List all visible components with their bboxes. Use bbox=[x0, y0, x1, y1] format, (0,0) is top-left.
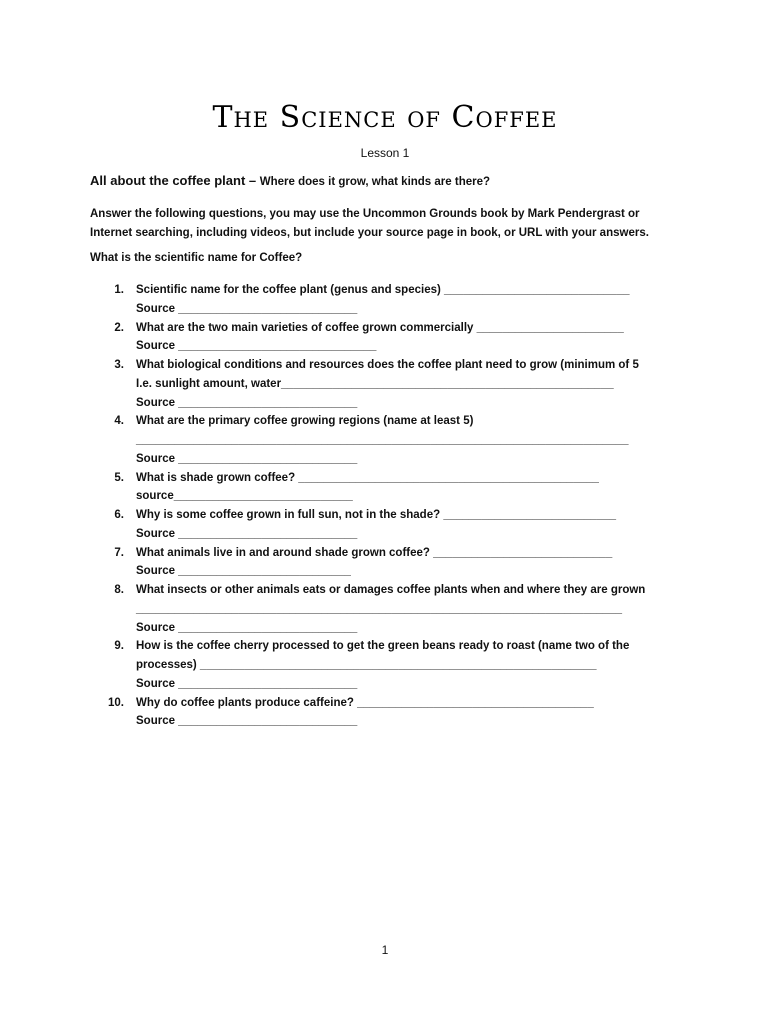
question-number: 2. bbox=[114, 321, 124, 334]
question-text: Why do coffee plants produce caffeine? _____________________________________ bbox=[136, 696, 594, 709]
source-line: Source ____________________________ bbox=[136, 677, 358, 690]
question-number: 4. bbox=[114, 415, 124, 428]
page-title: The Science of Coffee bbox=[212, 100, 558, 135]
question-number: 6. bbox=[114, 509, 124, 521]
question-item-6 bbox=[90, 506, 690, 544]
question-number: 9. bbox=[114, 640, 124, 653]
answer-line: ____________________________________________________________________________ bbox=[136, 602, 623, 615]
question-text: Why is some coffee grown in full sun, not in the shade? ___________________________ bbox=[136, 509, 617, 521]
lesson-label: Lesson 1 bbox=[360, 146, 410, 160]
source-line: source____________________________ bbox=[136, 490, 353, 503]
instructions-line-2: Internet searching, including videos, but include your source page in book, or URL with your answers. bbox=[90, 226, 649, 239]
question-item-2 bbox=[90, 319, 690, 357]
source-line: Source ____________________________ bbox=[136, 621, 358, 634]
question-text: Scientific name for the coffee plant (genus and species) _____________________________ bbox=[136, 284, 630, 296]
section-heading-subtitle: Where does it grow, what kinds are there? bbox=[259, 176, 491, 188]
question-list bbox=[90, 281, 690, 731]
question-item-9 bbox=[90, 637, 690, 693]
section-heading-main: All about the coffee plant – bbox=[90, 173, 260, 188]
question-text: What animals live in and around shade grown coffee? ____________________________ bbox=[136, 546, 613, 559]
page-number: 1 bbox=[381, 943, 389, 957]
question-text: What are the primary coffee growing regions (name at least 5) bbox=[136, 415, 474, 428]
source-line: Source _______________________________ bbox=[136, 340, 377, 353]
instructions-line-1: Answer the following questions, you may use the Uncommon Grounds book by Mark Pendergrast or bbox=[90, 208, 640, 220]
answer-line: _____________________________________________________________________________ bbox=[136, 434, 629, 446]
question-item-10 bbox=[90, 694, 690, 732]
source-line: Source ____________________________ bbox=[136, 396, 358, 409]
question-number: 8. bbox=[114, 584, 124, 596]
question-item-8 bbox=[90, 581, 690, 637]
question-text-continued: I.e. sunlight amount, water____________________________________________________ bbox=[136, 377, 614, 390]
source-line: Source ___________________________ bbox=[136, 565, 351, 578]
question-item-4 bbox=[90, 412, 690, 468]
question-item-7 bbox=[90, 544, 690, 582]
question-text: What is shade grown coffee? _______________________________________________ bbox=[136, 471, 599, 484]
source-line: Source ____________________________ bbox=[136, 452, 358, 465]
question-text: What insects or other animals eats or damages coffee plants when and where they are grown bbox=[136, 584, 646, 596]
question-number: 1. bbox=[114, 284, 124, 296]
instructions bbox=[90, 205, 690, 242]
source-line: Source ____________________________ bbox=[136, 715, 358, 728]
source-line: Source ____________________________ bbox=[136, 302, 358, 315]
question-text: How is the coffee cherry processed to get the green beans ready to roast (name two of the bbox=[136, 640, 630, 653]
section-heading bbox=[90, 173, 710, 188]
question-text: What are the two main varieties of coffee grown commercially _______________________ bbox=[136, 321, 624, 334]
question-number: 7. bbox=[114, 546, 124, 559]
question-number: 3. bbox=[114, 359, 124, 371]
question-intro: What is the scientific name for Coffee? bbox=[90, 252, 303, 264]
question-number: 10. bbox=[108, 696, 124, 709]
question-number: 5. bbox=[114, 471, 124, 484]
question-text-continued: processes) ______________________________________________________________ bbox=[136, 659, 597, 671]
question-item-1 bbox=[90, 281, 690, 319]
source-line: Source ____________________________ bbox=[136, 527, 358, 540]
question-text: What biological conditions and resources does the coffee plant need to grow (minimum of 5 bbox=[136, 359, 639, 371]
question-item-3 bbox=[90, 356, 690, 412]
question-item-5 bbox=[90, 469, 690, 507]
